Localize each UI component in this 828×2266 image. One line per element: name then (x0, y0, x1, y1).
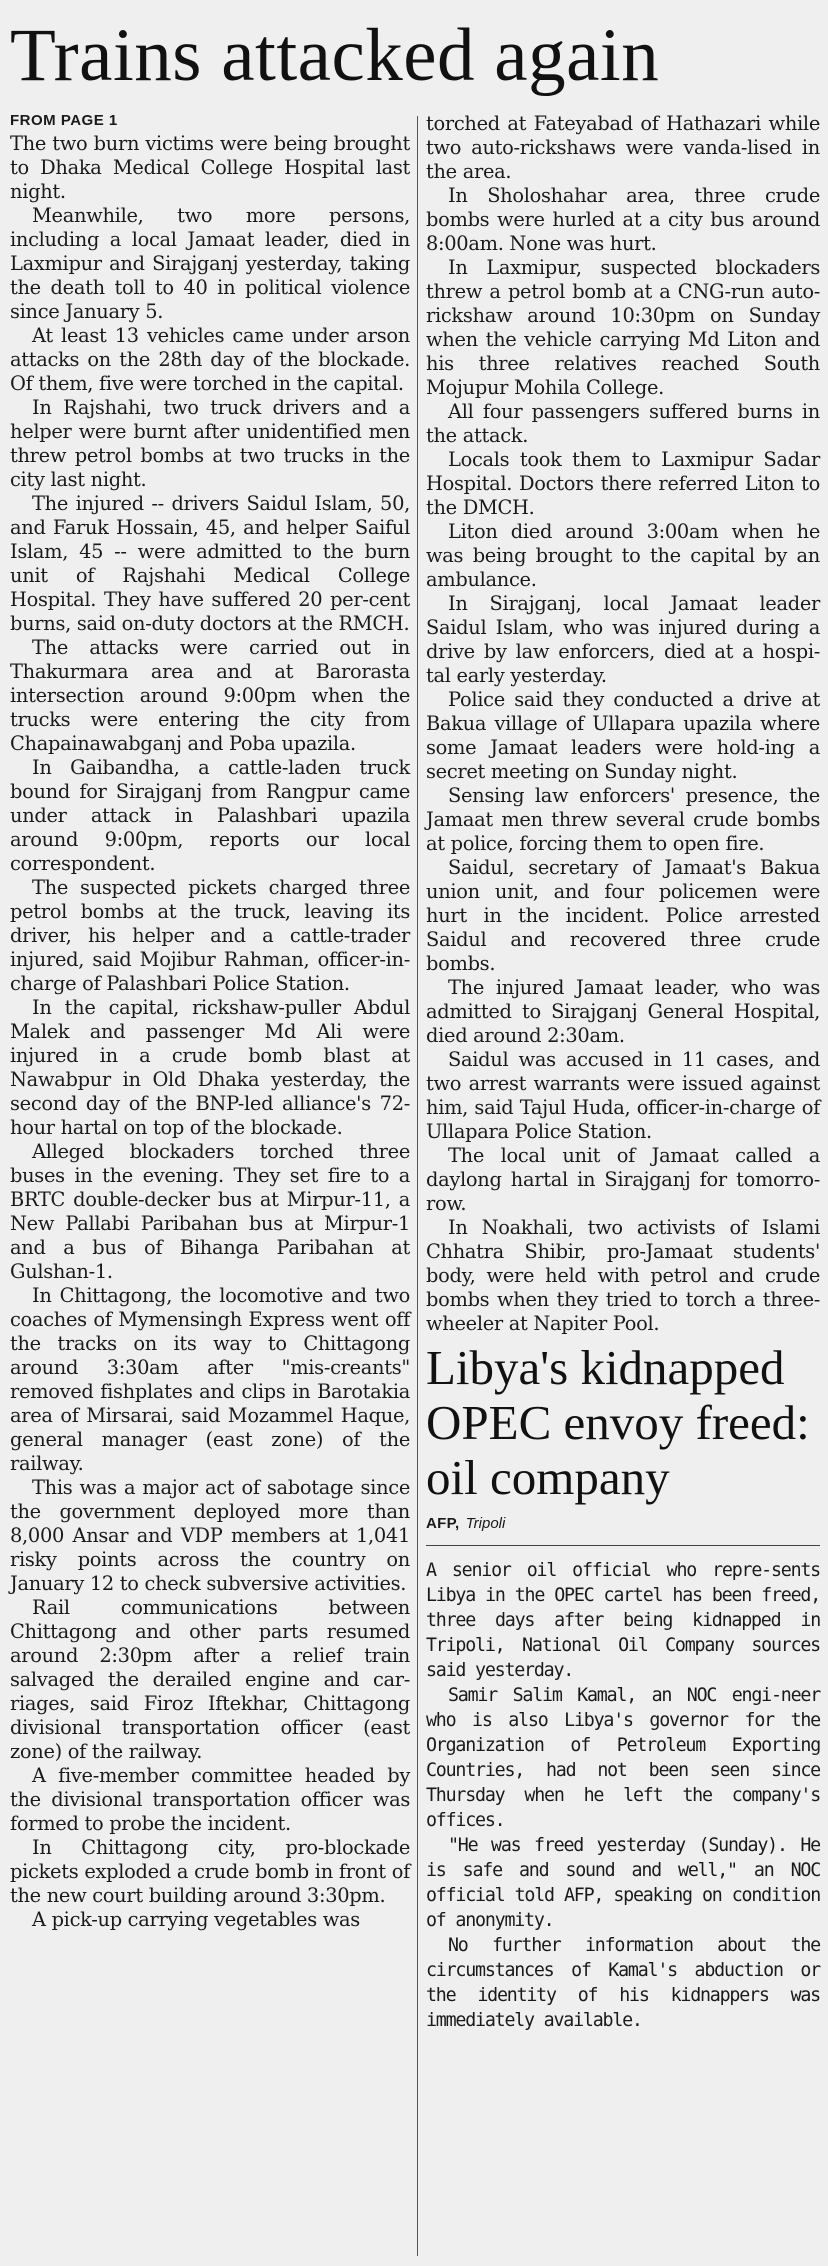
paragraph: Saidul was accused in 11 cases, and two arrest warrants were issued against him, said Tajul Huda, officer-in-charge of Ullapara Police Station. (426, 1048, 820, 1143)
second-article-headline: Libya's kidnapped OPEC envoy freed: oil company (426, 1340, 810, 1505)
paragraph: A five-member committee headed by the divisional transportation officer was formed to probe the incident. (10, 1764, 410, 1835)
paragraph: A pick-up carrying vegetables was (32, 1908, 360, 1931)
article-column-right (426, 112, 820, 2033)
paragraph: In Sholoshahar area, three crude bombs were hurled at a city bus around 8:00am. None was hurt. (426, 184, 820, 255)
paragraph: Saidul, secretary of Jamaat's Bakua union unit, and four policemen were hurt in the incident. Police arrested Saidul and recovered three crude bombs. (426, 856, 820, 975)
paragraph: Sensing law enforcers' presence, the Jamaat men threw several crude bombs at police, forcing them to open fire. (426, 784, 820, 855)
paragraph: This was a major act of sabotage since the government deployed more than 8,000 Ansar and VDP members at 1,041 risky points across the country on January 12 to check subversive activities. (10, 1476, 410, 1595)
paragraph: Meanwhile, two more persons, including a local Jamaat leader, died in Laxmipur and Sirajganj yesterday, taking the death toll to 40 in political violence since January 5. (10, 204, 410, 323)
paragraph: Liton died around 3:00am when he was being brought to the capital by an ambulance. (426, 520, 820, 591)
paragraph: No further information about the circumstances of Kamal's abduction or the identity of his kidnappers was immediately available. (426, 1935, 820, 2031)
paragraph: Alleged blockaders torched three buses in the evening. They set fire to a BRTC double-decker bus at Mirpur-11, a New Pallabi Paribahan bus at Mirpur-1 and a bus of Bihanga Paribahan at Gulshan-1. (10, 1140, 410, 1283)
byline (426, 1515, 820, 1546)
byline-place: Tripoli (465, 1515, 506, 1532)
paragraph: In Gaibandha, a cattle-laden truck bound for Sirajganj from Rangpur came under attack in Palashbari upazila around 9:00pm, reports our local correspondent. (10, 756, 410, 875)
paragraph: In Rajshahi, two truck drivers and a helper were burnt after unidentified men threw petrol bombs at two trucks in the city last night. (10, 396, 410, 491)
paragraph: Locals took them to Laxmipur Sadar Hospital. Doctors there referred Liton to the DMCH. (426, 448, 820, 519)
paragraph: In Sirajganj, local Jamaat leader Saidul Islam, who was injured during a drive by law enforcers, died at a hospi-tal early yesterday. (426, 592, 820, 687)
paragraph: A senior oil official who repre-sents Libya in the OPEC cartel has been freed, three days after being kidnapped in Tripoli, National Oil Company sources said yesterday. (426, 1560, 820, 1681)
paragraph: The attacks were carried out in Thakurmara area and at Barorasta intersection around 9:00pm when the trucks were entering the city from Chapainawabganj and Poba upazila. (10, 636, 410, 755)
article-headline: Trains attacked again (10, 14, 660, 97)
paragraph: In Chittagong, the locomotive and two coaches of Mymensingh Express went off the tracks on its way to Chittagong around 3:30am after "mis-creants" removed fishplates and clips in Barotakia area of Mirsarai, said Mozammel Haque, general manager (east zone) of the railway. (10, 1284, 410, 1475)
paragraph: At least 13 vehicles came under arson attacks on the 28th day of the blockade. Of them, five were torched in the capital. (10, 324, 410, 395)
paragraph: In Laxmipur, suspected blockaders threw a petrol bomb at a CNG-run auto-rickshaw around 10:30pm on Sunday when the vehicle carrying Md Liton and his three relatives reached South Mojupur Mohila College. (426, 256, 820, 399)
second-article-body (426, 1558, 820, 2033)
paragraph: In the capital, rickshaw-puller Abdul Malek and passenger Md Ali were injured in a crude bomb blast at Nawabpur in Old Dhaka yesterday, the second day of the BNP-led alliance's 72-hour hartal on top of the blockade. (10, 996, 410, 1139)
paragraph: torched at Fateyabad of Hathazari while two auto-rickshaws were vanda-lised in the area. (426, 112, 820, 183)
paragraph: In Chittagong city, pro-blockade pickets exploded a crude bomb in front of the new court building around 3:30pm. (10, 1836, 410, 1907)
paragraph: "He was freed yesterday (Sunday). He is safe and sound and well," an NOC official told AFP, speaking on condition of anonymity. (426, 1835, 820, 1931)
paragraph: Samir Salim Kamal, an NOC engi-neer who is also Libya's governor for the Organization of Petroleum Exporting Countries, had not been seen since Thursday when he left the company's offices. (426, 1685, 820, 1831)
paragraph: All four passengers suffered burns in the attack. (426, 400, 820, 447)
paragraph: In Noakhali, two activists of Islami Chhatra Shibir, pro-Jamaat students' body, were held with petrol and crude bombs when they tried to torch a three-wheeler at Napiter Pool. (426, 1216, 820, 1335)
dateline: FROM PAGE 1 (10, 112, 118, 129)
paragraph: Police said they conducted a drive at Bakua village of Ullapara upazila where some Jamaat leaders were hold-ing a secret meeting on Sunday night. (426, 688, 820, 783)
paragraph: The injured Jamaat leader, who was admitted to Sirajganj General Hospital, died around 2:30am. (426, 976, 820, 1047)
paragraph: Rail communications between Chittagong and other parts resumed around 2:30pm after a relief train salvaged the derailed engine and car-riages, said Firoz Iftekhar, Chittagong divisional transportation officer (east zone) of the railway. (10, 1596, 410, 1763)
newspaper-page (10, 0, 820, 2266)
paragraph: The two burn victims were being brought to Dhaka Medical College Hospital last night. (10, 132, 410, 203)
paragraph: The injured -- drivers Saidul Islam, 50, and Faruk Hossain, 45, and helper Saiful Islam, 45 -- were admitted to the burn unit of Rajshahi Medical College Hospital. They have suffered 20 per-cent burns, said on-duty doctors at the RMCH. (10, 492, 410, 635)
column-divider (417, 116, 418, 2256)
article-column-left (10, 112, 410, 1932)
paragraph: The suspected pickets charged three petrol bombs at the truck, leaving its driver, his helper and a cattle-trader injured, said Mojibur Rahman, officer-in-charge of Palashbari Police Station. (10, 876, 410, 995)
paragraph: The local unit of Jamaat called a daylong hartal in Sirajganj for tomorro-row. (426, 1144, 820, 1215)
byline-agency: AFP, (426, 1515, 460, 1532)
